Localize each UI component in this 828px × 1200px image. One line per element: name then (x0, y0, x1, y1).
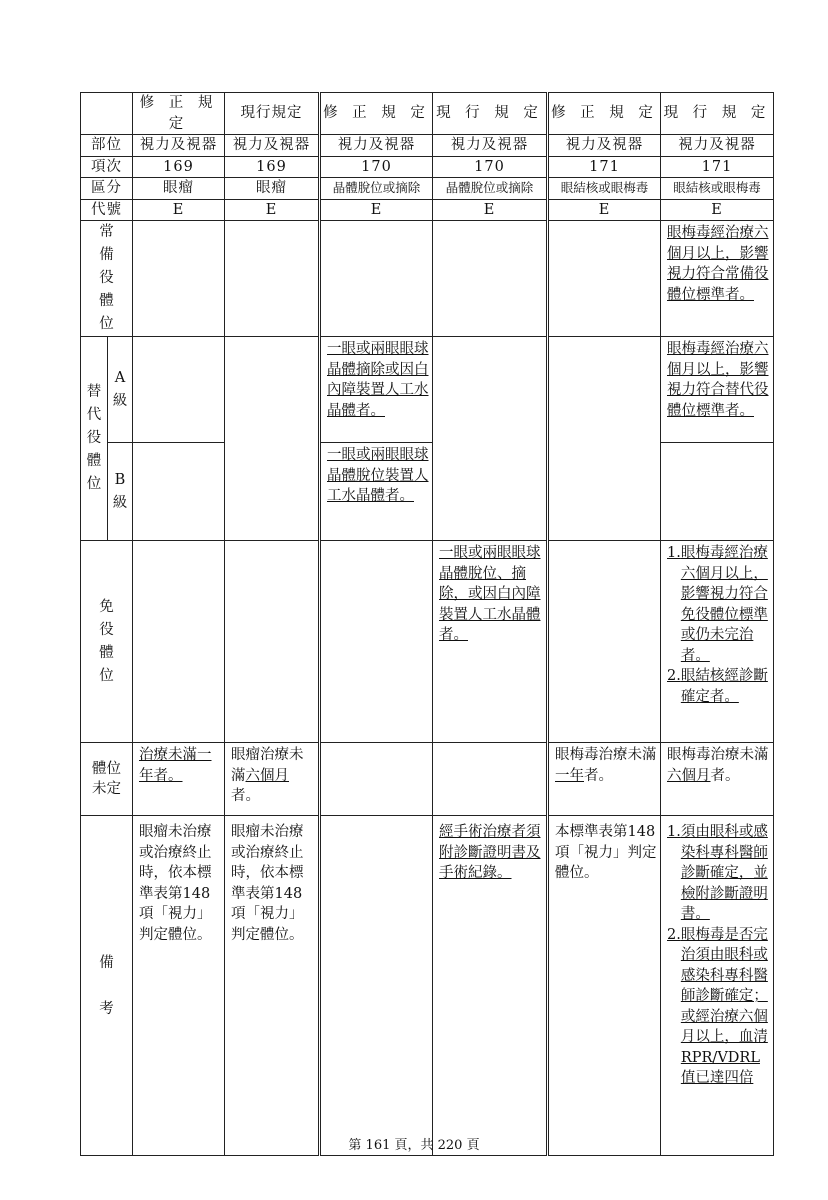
cell-empty (225, 541, 320, 743)
cell-undet-169-current: 眼瘤治療未滿六個月者。 (225, 743, 320, 816)
exempt-label: 免役體位 (81, 541, 133, 743)
substitute-service-a-row (81, 337, 774, 443)
department-value: 視力及視器 (433, 135, 548, 157)
cell-remark-171-revised: 本標準表第148項「視力」判定體位。 (548, 816, 661, 1156)
department-value: 視力及視器 (548, 135, 661, 157)
category-row (81, 178, 774, 200)
item-number-value: 170 (433, 156, 548, 178)
header-col-171-current: 現 行 規 定 (661, 93, 774, 135)
item-number-value: 169 (133, 156, 225, 178)
cell-empty (320, 816, 433, 1156)
item-number-value: 171 (661, 156, 774, 178)
header-col-170-revised: 修 正 規 定 (320, 93, 433, 135)
cell-remark-169-current: 眼瘤未治療或治療終止時，依本標準表第148項「視力」判定體位。 (225, 816, 320, 1156)
cell-empty (548, 337, 661, 541)
cell-remark-171-current (661, 816, 774, 1156)
list-item: 1. 眼梅毒經治療六個月以上，影響視力符合免役體位標準或仍未完治者。 (667, 545, 768, 664)
cell-empty (133, 443, 225, 541)
cell-undet-171-revised: 眼梅毒治療未滿一年者。 (548, 743, 661, 816)
item-number-value: 171 (548, 156, 661, 178)
item-number-row (81, 156, 774, 178)
item-number-value: 170 (320, 156, 433, 178)
cell-empty (133, 221, 225, 337)
cell-empty (548, 541, 661, 743)
substitute-service-label: 替代役體位 (81, 337, 108, 541)
code-value: E (133, 199, 225, 221)
cell-empty (225, 221, 320, 337)
regular-service-label: 常備役體位 (81, 221, 133, 337)
cell-empty (133, 541, 225, 743)
department-value: 視力及視器 (661, 135, 774, 157)
header-col-169-current: 現行規定 (225, 93, 320, 135)
list-item: 2. 眼梅毒是否完治須由眼科或感染科專科醫師診斷確定；或經治療六個月以上，血清RPR/VDRL值已達四倍 (667, 926, 768, 1086)
code-label: 代號 (81, 199, 133, 221)
grade-b-label: B級 (108, 443, 133, 541)
cell-empty (433, 743, 548, 816)
cell-sub-b-170-revised: 一眼或兩眼眼球晶體脫位裝置人工水晶體者。 (320, 443, 433, 541)
code-value: E (661, 199, 774, 221)
cell-empty (320, 541, 433, 743)
code-value: E (225, 199, 320, 221)
category-label: 區分 (81, 178, 133, 200)
item-number-label: 項次 (81, 156, 133, 178)
list-item: 2. 眼結核經診斷確定者。 (667, 668, 768, 705)
cell-empty (433, 337, 548, 541)
cell-exempt-171-current (661, 541, 774, 743)
code-value: E (433, 199, 548, 221)
remarks-label: 備考 (81, 816, 133, 1156)
cell-empty (433, 221, 548, 337)
substitute-service-b-row (81, 443, 774, 541)
cell-undet-169-revised: 治療未滿一年者。 (133, 743, 225, 816)
code-value: E (320, 199, 433, 221)
page-number: 第 161 頁，共 220 頁 (348, 1138, 480, 1153)
category-value: 眼瘤 (225, 178, 320, 200)
category-value: 晶體脫位或摘除 (433, 178, 548, 200)
header-col-170-current: 現 行 規 定 (433, 93, 548, 135)
item-number-value: 169 (225, 156, 320, 178)
remarks-row (81, 816, 774, 1156)
regular-service-row (81, 221, 774, 337)
cell-empty (133, 337, 225, 443)
category-value: 眼結核或眼梅毒 (548, 178, 661, 200)
code-value: E (548, 199, 661, 221)
regulation-comparison-table (80, 92, 774, 1156)
cell-empty (320, 221, 433, 337)
cell-remark-169-revised: 眼瘤未治療或治療終止時，依本標準表第148項「視力」判定體位。 (133, 816, 225, 1156)
department-value: 視力及視器 (133, 135, 225, 157)
exempt-row (81, 541, 774, 743)
undetermined-row (81, 743, 774, 816)
cell-undet-171-current: 眼梅毒治療未滿六個月者。 (661, 743, 774, 816)
undetermined-label: 體位未定 (81, 743, 133, 816)
category-value: 晶體脫位或摘除 (320, 178, 433, 200)
list-item: 1. 須由眼科或感染科專科醫師診斷確定，並檢附診斷證明書。 (667, 824, 768, 922)
header-col-171-revised: 修 正 規 定 (548, 93, 661, 135)
code-row (81, 199, 774, 221)
cell-sub-a-171-current: 眼梅毒經治療六個月以上，影響視力符合替代役體位標準者。 (661, 337, 774, 443)
header-row (81, 93, 774, 135)
cell-exempt-170-current: 一眼或兩眼眼球晶體脫位、摘除，或因白內障裝置人工水晶體者。 (433, 541, 548, 743)
department-value: 視力及視器 (320, 135, 433, 157)
header-corner (81, 93, 133, 135)
cell-remark-170-current: 經手術治療者須附診斷證明書及手術紀錄。 (433, 816, 548, 1156)
cell-regular-171-current: 眼梅毒經治療六個月以上，影響視力符合常備役體位標準者。 (661, 221, 774, 337)
department-row (81, 135, 774, 157)
cell-empty (320, 743, 433, 816)
cell-empty (661, 443, 774, 541)
cell-empty (225, 337, 320, 541)
cell-sub-a-170-revised: 一眼或兩眼眼球晶體摘除或因白內障裝置人工水晶體者。 (320, 337, 433, 443)
category-value: 眼結核或眼梅毒 (661, 178, 774, 200)
header-col-169-revised: 修 正 規 定 (133, 93, 225, 135)
department-value: 視力及視器 (225, 135, 320, 157)
grade-a-label: A級 (108, 337, 133, 443)
category-value: 眼瘤 (133, 178, 225, 200)
department-label: 部位 (81, 135, 133, 157)
cell-empty (548, 221, 661, 337)
